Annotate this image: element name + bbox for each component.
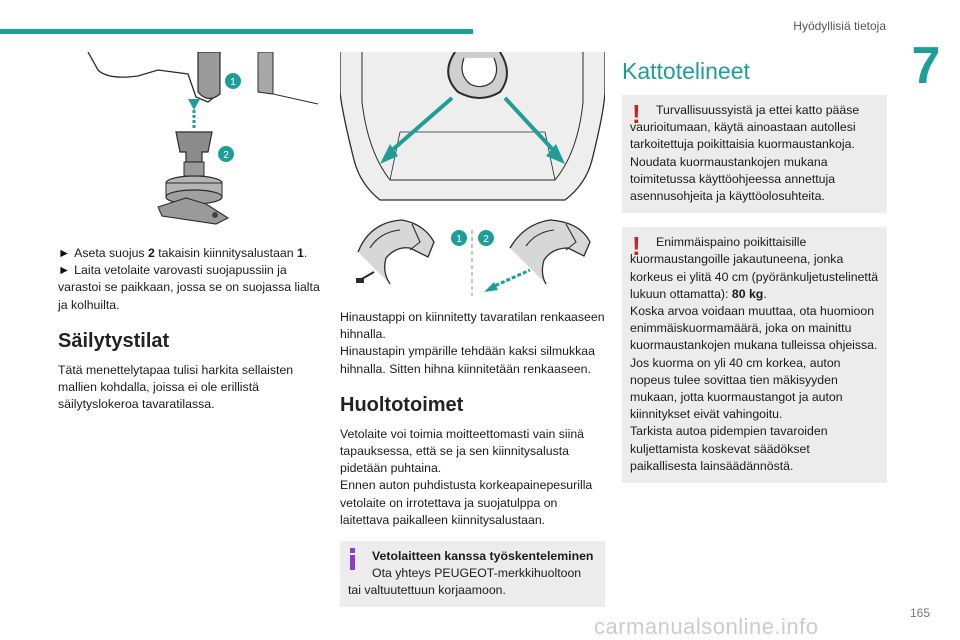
storage-text: Tätä menettelytapaa tulisi harkita sellaisten mallien kohdalla, joissa ei ole erillistä säilytyslokeroa tavaratilassa. <box>58 362 294 412</box>
info-text: Ota yhteys PEUGEOT-merkkihuoltoon tai valtuutettuun korjaamoon. <box>348 566 582 598</box>
caption-2: Hinaustapin ympärille tehdään kaksi silmukkaa hihnalla. Sitten hihna kiinnitetään renkaaseen. <box>340 344 595 376</box>
info-heading: Vetolaitteen kanssa työskenteleminen <box>372 549 594 564</box>
warning-paragraph-2: Koska arvoa voidaan muuttaa, ota huomioon enimmäiskuormamäärä, joka on mainittu kuormaustankojen mukana tulleissa ohjeissa. <box>630 304 878 353</box>
warning-box-1 <box>622 95 887 213</box>
warning-text-2 <box>630 231 879 475</box>
figure-label-1: 1 <box>456 234 462 245</box>
max-load-paragraph: Enimmäispaino poikittaisille kuormaustangoille jakautuneena, jonka korkeus ei ylitä 40 cm (pyöränkuljetustelinettä lukuun ottamatta): 80 kg. <box>630 235 879 301</box>
figure-label-2: 2 <box>223 150 229 161</box>
roof-racks-title: Kattotelineet <box>622 58 750 84</box>
trunk-captions <box>340 309 605 378</box>
step-2: ► Laita vetolaite varovasti suojapussiin ja varastoi se paikkaan, jossa se on suojassa lialta ja kolhuilta. <box>58 263 320 312</box>
page-number: 165 <box>909 606 930 620</box>
warning-icon: ! <box>632 99 641 129</box>
info-box <box>340 541 605 607</box>
column-middle <box>340 52 605 607</box>
warning-paragraph-3: Jos kuorma on yli 40 cm korkea, auton nopeus tulee sovittaa tien mäkisyyden mukaan, jotta kuormaustangot ja auton kiinnitykset eivät vahingoitu. <box>630 355 843 422</box>
instructions <box>58 245 320 314</box>
maintenance-text <box>340 426 605 529</box>
trunk-figure <box>340 52 605 296</box>
header-accent-bar <box>0 29 473 34</box>
column-right <box>622 52 887 497</box>
chapter-title: Hyödyllisiä tietoja <box>793 19 886 33</box>
storage-heading: Säilytystilat <box>58 329 170 352</box>
figure-label-2: 2 <box>483 234 489 245</box>
caption-1: Hinaustappi on kiinnitetty tavaratilan renkaaseen hihnalla. <box>340 310 605 342</box>
warning-text-1: Turvallisuussyistä ja ettei katto pääse vaurioitumaan, käytä ainoastaan autollesi tarkoitettuja poikittaisia kuormaustankoja. Noudata kuormaustankojen mukana toimitetussa käyttöohjeessa annettuja asennusohjeita ja käyttöolosuhteita. <box>630 103 860 204</box>
warning-icon: ! <box>632 231 641 262</box>
column-left <box>58 52 320 413</box>
step-1: ► Aseta suojus 2 takaisin kiinnitysalustaan 1. <box>58 246 308 260</box>
warning-box-2 <box>622 227 887 483</box>
figure-label-1: 1 <box>230 77 236 88</box>
maintenance-paragraph-2: Ennen auton puhdistusta korkeapainepesurilla vetolaite on irrotettava ja suojatulppa on laitettava paikalleen kiinnitysalustaan. <box>340 478 593 527</box>
maintenance-paragraph-1: Vetolaite voi toimia moitteettomasti vain siinä tapauksessa, että se ja sen kiinnitysalusta pidetään puhtaina. <box>340 426 585 476</box>
info-icon <box>350 548 355 570</box>
maintenance-heading: Huoltotoimet <box>340 393 464 416</box>
watermark: carmanualsonline.info <box>594 614 819 639</box>
warning-paragraph-4: Tarkista autoa pidempien tavaroiden kuljettamista koskevat säädökset paikallisesta lainsäädännöstä. <box>630 424 828 473</box>
towbar-figure <box>58 52 320 232</box>
chapter-number: 7 <box>911 37 941 95</box>
